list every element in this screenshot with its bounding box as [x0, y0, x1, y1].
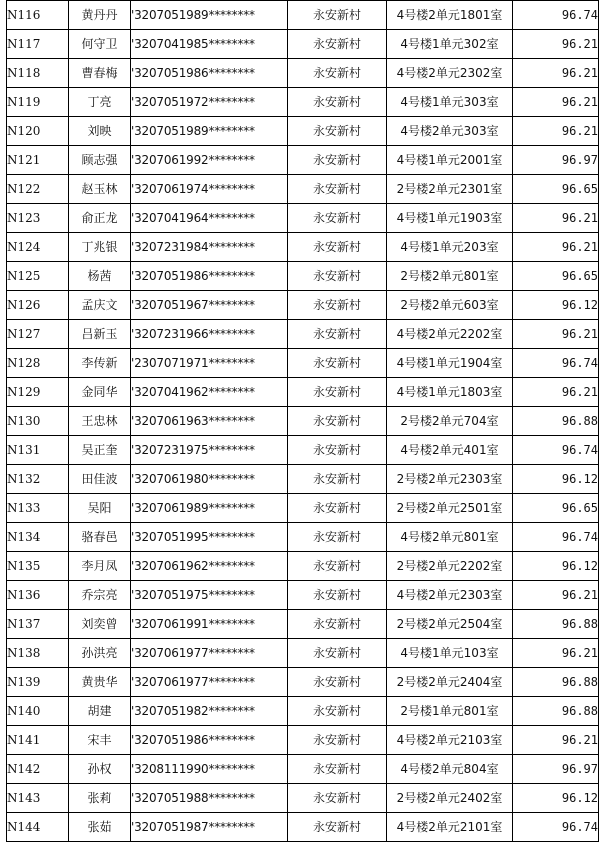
- resident-name: 金同华: [69, 378, 131, 407]
- id-number: '3207051987********: [131, 813, 288, 842]
- row-number: N134: [7, 523, 69, 552]
- score-value: 96.74: [513, 349, 599, 378]
- resident-name: 吴正奎: [69, 436, 131, 465]
- table-row: [7, 552, 599, 581]
- id-number: '3207051995********: [131, 523, 288, 552]
- unit-address: 2号楼2单元801室: [387, 262, 513, 291]
- table-row: [7, 291, 599, 320]
- community-name: 永安新村: [288, 581, 387, 610]
- community-name: 永安新村: [288, 1, 387, 30]
- row-number: N126: [7, 291, 69, 320]
- table-row: [7, 813, 599, 842]
- table-row: [7, 494, 599, 523]
- score-value: 96.74: [513, 523, 599, 552]
- table-row: [7, 784, 599, 813]
- unit-address: 4号楼2单元2303室: [387, 581, 513, 610]
- unit-address: 2号楼2单元2402室: [387, 784, 513, 813]
- community-name: 永安新村: [288, 59, 387, 88]
- resident-name: 骆春邑: [69, 523, 131, 552]
- row-number: N135: [7, 552, 69, 581]
- row-number: N138: [7, 639, 69, 668]
- unit-address: 4号楼2单元1801室: [387, 1, 513, 30]
- resident-name: 孙权: [69, 755, 131, 784]
- score-value: 96.21: [513, 204, 599, 233]
- row-number: N142: [7, 755, 69, 784]
- resident-name: 吴阳: [69, 494, 131, 523]
- id-number: '3207051986********: [131, 726, 288, 755]
- score-value: 96.21: [513, 726, 599, 755]
- score-value: 96.21: [513, 233, 599, 262]
- id-number: '3207061991********: [131, 610, 288, 639]
- community-name: 永安新村: [288, 668, 387, 697]
- resident-name: 俞正龙: [69, 204, 131, 233]
- unit-address: 4号楼2单元401室: [387, 436, 513, 465]
- resident-name: 王忠林: [69, 407, 131, 436]
- community-name: 永安新村: [288, 320, 387, 349]
- table-row: [7, 320, 599, 349]
- roster-table: [6, 0, 599, 842]
- unit-address: 4号楼1单元1803室: [387, 378, 513, 407]
- score-value: 96.65: [513, 494, 599, 523]
- score-value: 96.21: [513, 378, 599, 407]
- unit-address: 2号楼2单元603室: [387, 291, 513, 320]
- community-name: 永安新村: [288, 784, 387, 813]
- table-row: [7, 726, 599, 755]
- unit-address: 2号楼2单元704室: [387, 407, 513, 436]
- score-value: 96.74: [513, 813, 599, 842]
- score-value: 96.21: [513, 639, 599, 668]
- score-value: 96.12: [513, 465, 599, 494]
- id-number: '3207051986********: [131, 262, 288, 291]
- row-number: N117: [7, 30, 69, 59]
- community-name: 永安新村: [288, 494, 387, 523]
- resident-name: 吕新玉: [69, 320, 131, 349]
- id-number: '3207051989********: [131, 117, 288, 146]
- score-value: 96.21: [513, 117, 599, 146]
- id-number: '3207061974********: [131, 175, 288, 204]
- table-row: [7, 639, 599, 668]
- row-number: N116: [7, 1, 69, 30]
- row-number: N127: [7, 320, 69, 349]
- resident-name: 李月凤: [69, 552, 131, 581]
- score-value: 96.65: [513, 175, 599, 204]
- unit-address: 4号楼2单元2101室: [387, 813, 513, 842]
- id-number: '3207041962********: [131, 378, 288, 407]
- resident-name: 张茹: [69, 813, 131, 842]
- unit-address: 4号楼1单元203室: [387, 233, 513, 262]
- unit-address: 4号楼1单元103室: [387, 639, 513, 668]
- table-row: [7, 175, 599, 204]
- unit-address: 2号楼2单元2504室: [387, 610, 513, 639]
- resident-name: 顾志强: [69, 146, 131, 175]
- community-name: 永安新村: [288, 88, 387, 117]
- resident-name: 黄丹丹: [69, 1, 131, 30]
- row-number: N133: [7, 494, 69, 523]
- resident-name: 张莉: [69, 784, 131, 813]
- table-row: [7, 146, 599, 175]
- id-number: '3207041985********: [131, 30, 288, 59]
- row-number: N118: [7, 59, 69, 88]
- score-value: 96.97: [513, 755, 599, 784]
- score-value: 96.88: [513, 697, 599, 726]
- community-name: 永安新村: [288, 233, 387, 262]
- unit-address: 4号楼2单元2202室: [387, 320, 513, 349]
- community-name: 永安新村: [288, 755, 387, 784]
- table-row: [7, 349, 599, 378]
- row-number: N132: [7, 465, 69, 494]
- resident-name: 田佳波: [69, 465, 131, 494]
- id-number: '3207231966********: [131, 320, 288, 349]
- row-number: N141: [7, 726, 69, 755]
- unit-address: 4号楼2单元2302室: [387, 59, 513, 88]
- row-number: N120: [7, 117, 69, 146]
- id-number: '3207051988********: [131, 784, 288, 813]
- id-number: '3207061963********: [131, 407, 288, 436]
- resident-name: 何守卫: [69, 30, 131, 59]
- table-row: [7, 465, 599, 494]
- row-number: N143: [7, 784, 69, 813]
- community-name: 永安新村: [288, 117, 387, 146]
- community-name: 永安新村: [288, 175, 387, 204]
- id-number: '3207061992********: [131, 146, 288, 175]
- community-name: 永安新村: [288, 726, 387, 755]
- unit-address: 4号楼1单元302室: [387, 30, 513, 59]
- resident-name: 丁兆银: [69, 233, 131, 262]
- resident-name: 刘奕曾: [69, 610, 131, 639]
- resident-name: 黄贵华: [69, 668, 131, 697]
- table-row: [7, 233, 599, 262]
- table-row: [7, 610, 599, 639]
- row-number: N121: [7, 146, 69, 175]
- id-number: '3207231975********: [131, 436, 288, 465]
- resident-name: 丁亮: [69, 88, 131, 117]
- community-name: 永安新村: [288, 465, 387, 494]
- id-number: '3207051972********: [131, 88, 288, 117]
- id-number: '3207061989********: [131, 494, 288, 523]
- resident-name: 宋丰: [69, 726, 131, 755]
- unit-address: 2号楼2单元2404室: [387, 668, 513, 697]
- score-value: 96.74: [513, 1, 599, 30]
- unit-address: 2号楼2单元2501室: [387, 494, 513, 523]
- score-value: 96.12: [513, 291, 599, 320]
- community-name: 永安新村: [288, 204, 387, 233]
- id-number: '3207061962********: [131, 552, 288, 581]
- row-number: N123: [7, 204, 69, 233]
- table-row: [7, 755, 599, 784]
- unit-address: 2号楼2单元2303室: [387, 465, 513, 494]
- community-name: 永安新村: [288, 523, 387, 552]
- unit-address: 4号楼1单元303室: [387, 88, 513, 117]
- id-number: '3207051982********: [131, 697, 288, 726]
- unit-address: 4号楼2单元2103室: [387, 726, 513, 755]
- row-number: N129: [7, 378, 69, 407]
- id-number: '3207231984********: [131, 233, 288, 262]
- table-row: [7, 407, 599, 436]
- row-number: N131: [7, 436, 69, 465]
- id-number: '3207061977********: [131, 668, 288, 697]
- id-number: '3207051989********: [131, 1, 288, 30]
- row-number: N144: [7, 813, 69, 842]
- row-number: N119: [7, 88, 69, 117]
- community-name: 永安新村: [288, 291, 387, 320]
- table-row: [7, 378, 599, 407]
- table-row: [7, 88, 599, 117]
- community-name: 永安新村: [288, 813, 387, 842]
- table-row: [7, 523, 599, 552]
- id-number: '2307071971********: [131, 349, 288, 378]
- score-value: 96.21: [513, 581, 599, 610]
- resident-name: 孙洪亮: [69, 639, 131, 668]
- roster-body: [7, 1, 599, 842]
- unit-address: 4号楼2单元804室: [387, 755, 513, 784]
- unit-address: 4号楼1单元1903室: [387, 204, 513, 233]
- table-row: [7, 204, 599, 233]
- community-name: 永安新村: [288, 378, 387, 407]
- unit-address: 2号楼1单元801室: [387, 697, 513, 726]
- row-number: N124: [7, 233, 69, 262]
- community-name: 永安新村: [288, 30, 387, 59]
- row-number: N140: [7, 697, 69, 726]
- community-name: 永安新村: [288, 146, 387, 175]
- id-number: '3207061977********: [131, 639, 288, 668]
- row-number: N125: [7, 262, 69, 291]
- score-value: 96.21: [513, 320, 599, 349]
- score-value: 96.12: [513, 784, 599, 813]
- score-value: 96.97: [513, 146, 599, 175]
- id-number: '3208111990********: [131, 755, 288, 784]
- score-value: 96.88: [513, 668, 599, 697]
- community-name: 永安新村: [288, 349, 387, 378]
- unit-address: 4号楼1单元2001室: [387, 146, 513, 175]
- table-row: [7, 59, 599, 88]
- score-value: 96.88: [513, 407, 599, 436]
- id-number: '3207061980********: [131, 465, 288, 494]
- id-number: '3207051967********: [131, 291, 288, 320]
- unit-address: 4号楼1单元1904室: [387, 349, 513, 378]
- resident-name: 赵玉林: [69, 175, 131, 204]
- table-row: [7, 1, 599, 30]
- resident-name: 孟庆文: [69, 291, 131, 320]
- resident-name: 曹春梅: [69, 59, 131, 88]
- row-number: N139: [7, 668, 69, 697]
- table-row: [7, 436, 599, 465]
- id-number: '3207051986********: [131, 59, 288, 88]
- unit-address: 4号楼2单元801室: [387, 523, 513, 552]
- resident-name: 杨茜: [69, 262, 131, 291]
- table-row: [7, 697, 599, 726]
- score-value: 96.21: [513, 30, 599, 59]
- community-name: 永安新村: [288, 639, 387, 668]
- unit-address: 2号楼2单元2202室: [387, 552, 513, 581]
- table-row: [7, 117, 599, 146]
- row-number: N136: [7, 581, 69, 610]
- score-value: 96.12: [513, 552, 599, 581]
- community-name: 永安新村: [288, 262, 387, 291]
- row-number: N130: [7, 407, 69, 436]
- community-name: 永安新村: [288, 552, 387, 581]
- score-value: 96.88: [513, 610, 599, 639]
- id-number: '3207041964********: [131, 204, 288, 233]
- table-row: [7, 30, 599, 59]
- table-row: [7, 668, 599, 697]
- row-number: N122: [7, 175, 69, 204]
- score-value: 96.21: [513, 59, 599, 88]
- id-number: '3207051975********: [131, 581, 288, 610]
- resident-name: 乔宗亮: [69, 581, 131, 610]
- resident-name: 李传新: [69, 349, 131, 378]
- unit-address: 2号楼2单元2301室: [387, 175, 513, 204]
- score-value: 96.74: [513, 436, 599, 465]
- score-value: 96.21: [513, 88, 599, 117]
- score-value: 96.65: [513, 262, 599, 291]
- community-name: 永安新村: [288, 407, 387, 436]
- community-name: 永安新村: [288, 697, 387, 726]
- community-name: 永安新村: [288, 436, 387, 465]
- row-number: N137: [7, 610, 69, 639]
- resident-name: 刘映: [69, 117, 131, 146]
- community-name: 永安新村: [288, 610, 387, 639]
- unit-address: 4号楼2单元303室: [387, 117, 513, 146]
- table-row: [7, 581, 599, 610]
- resident-name: 胡建: [69, 697, 131, 726]
- row-number: N128: [7, 349, 69, 378]
- table-row: [7, 262, 599, 291]
